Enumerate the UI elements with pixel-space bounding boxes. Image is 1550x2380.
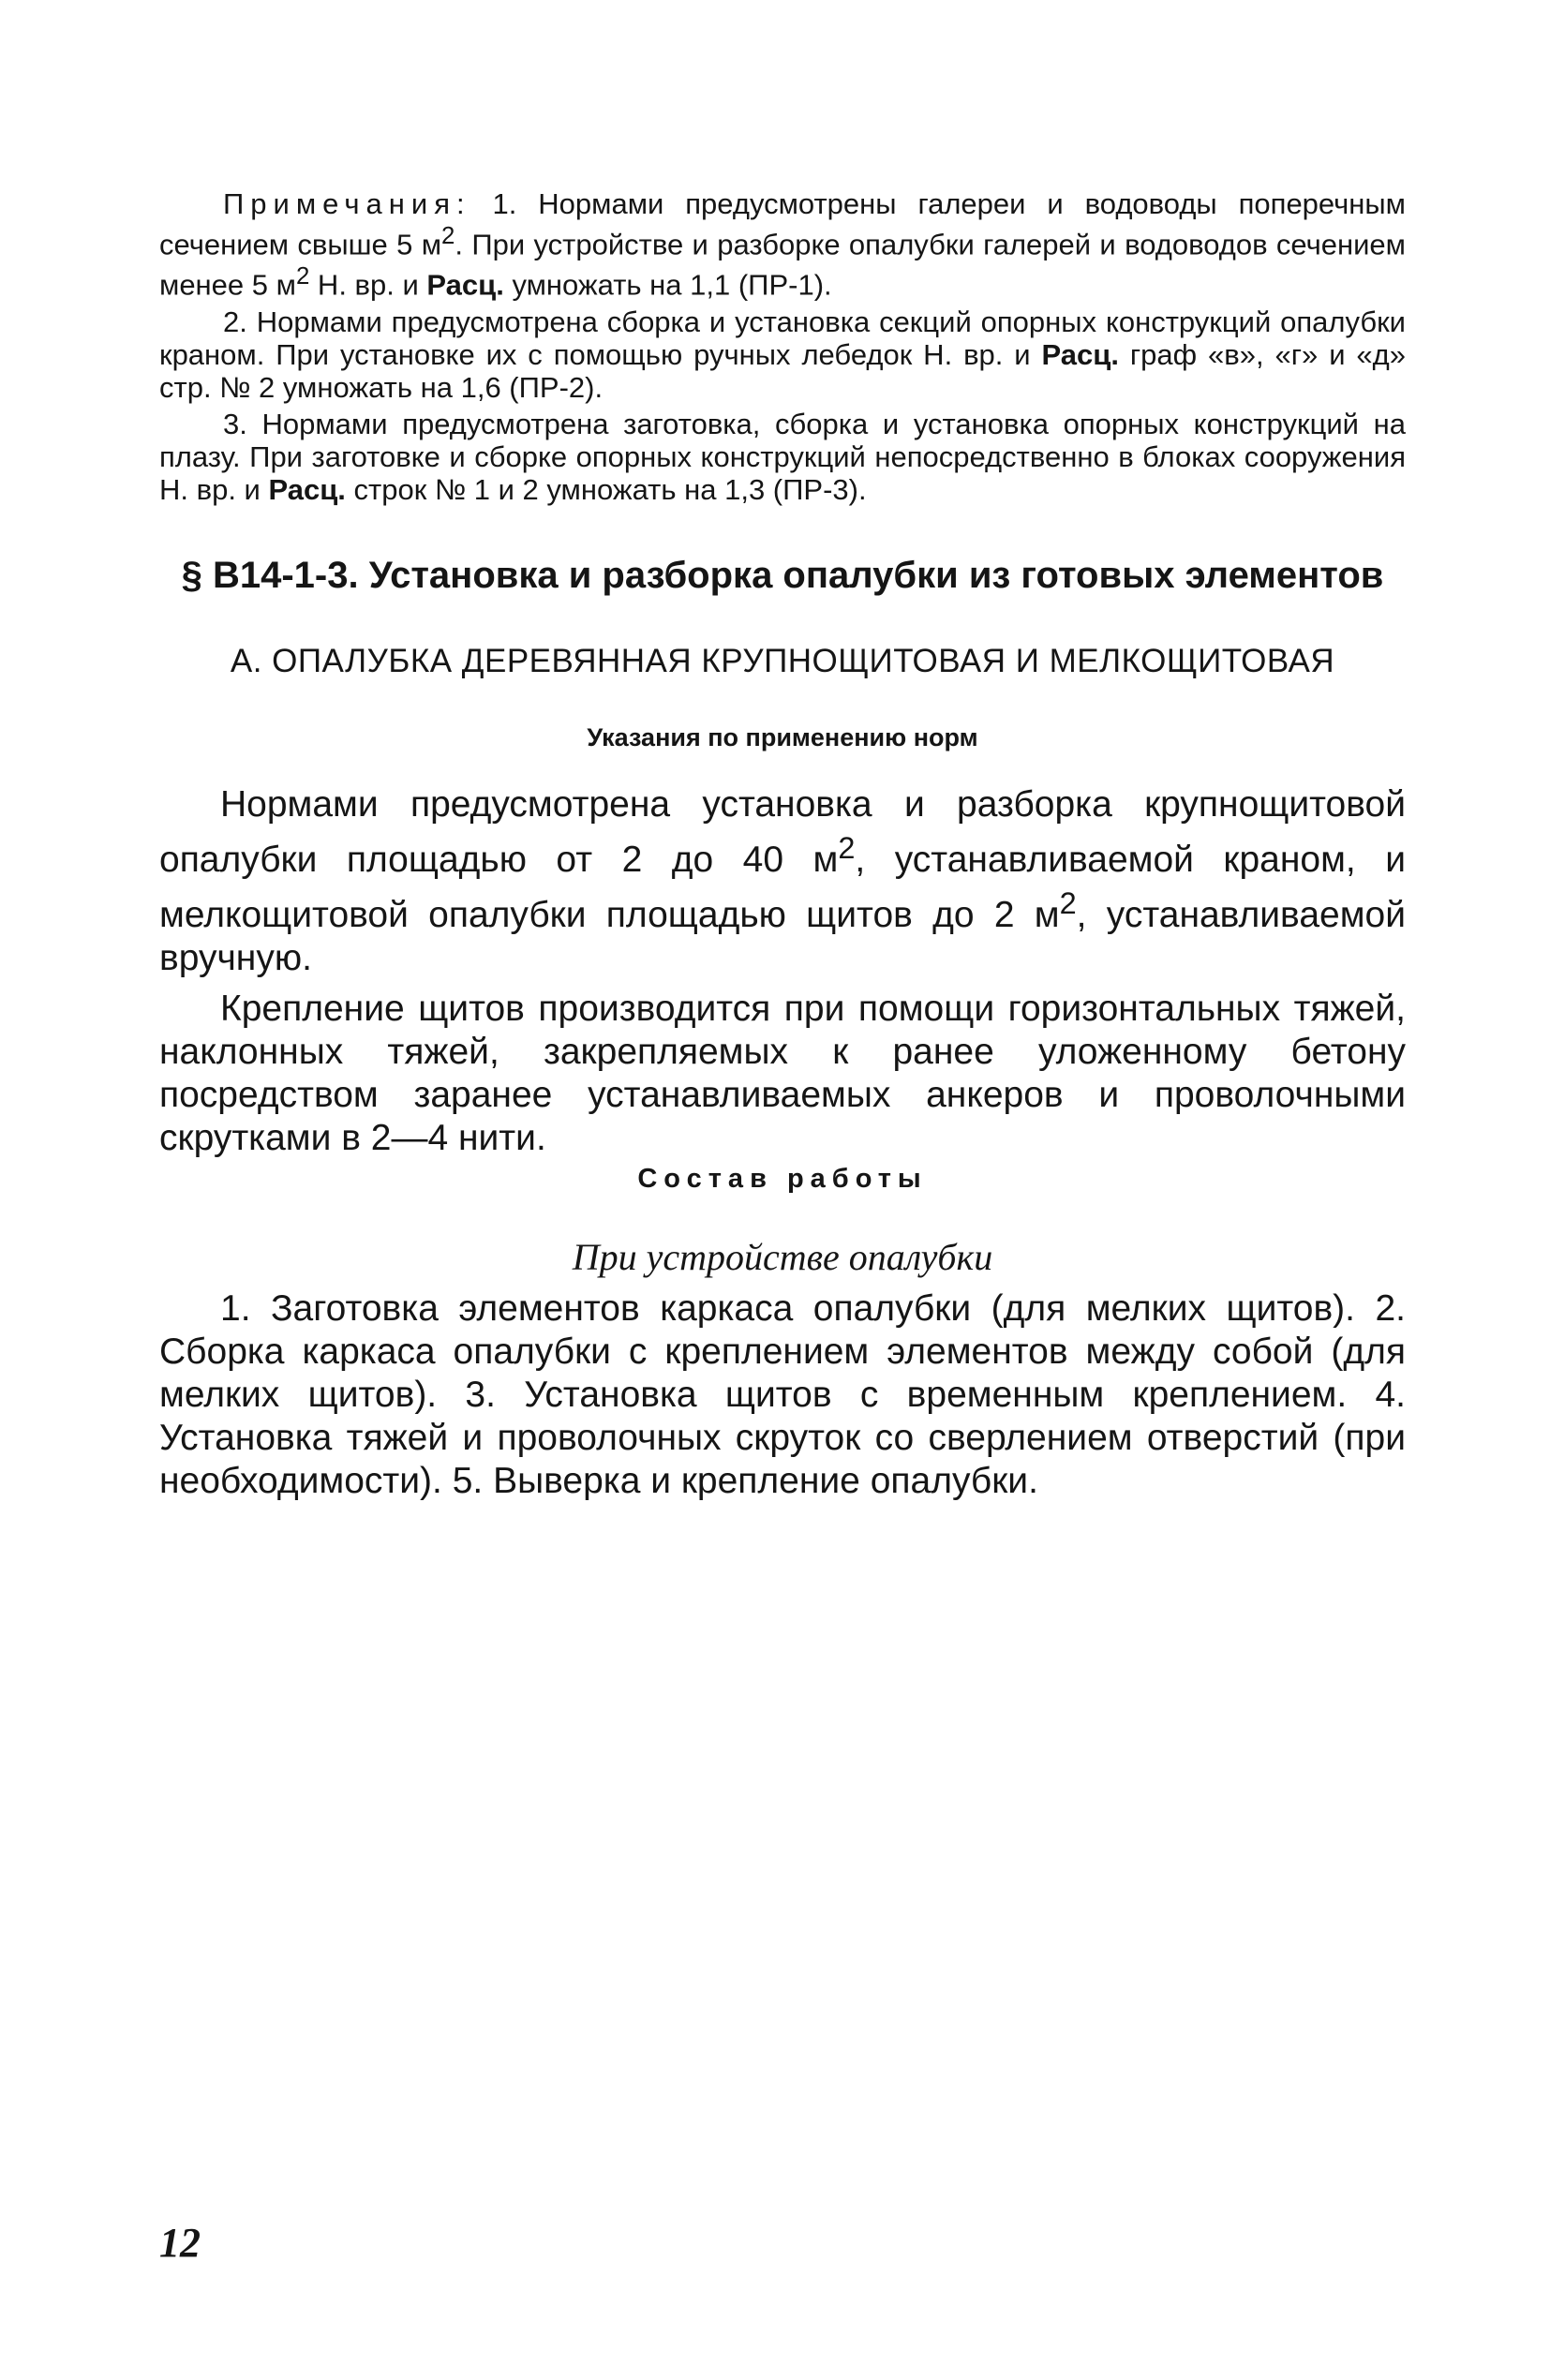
work-heading: Состав работы [637, 1164, 928, 1194]
guidance-body [159, 783, 1406, 1168]
note-2: 2. Нормами предусмотрена сборка и установка секций опорных конструкций опалубки краном. При установке их с помощью ручных лебедок Н. вр. и Расц. граф «в», «г» и «д» стр. № 2 умножать на 1,6 (ПР-2). [159, 305, 1406, 404]
guidance-paragraph-1: Нормами предусмотрена установка и разборка крупнощитовой опалубки площадью от 2 до 40 $м^2$, устанавливаемой краном, и мелкощитовой опалубки площадью щитов до 2 $м^2$, устанавливаемой вручную. [159, 784, 1406, 978]
notes-label: Примечания: [223, 187, 471, 220]
subsection-title: А. ОПАЛУБКА ДЕРЕВЯННАЯ КРУПНОЩИТОВАЯ И МЕЛКОЩИТОВАЯ [230, 643, 1335, 679]
guidance-heading: Указания по применению норм [587, 723, 978, 751]
page-number: 12 [159, 2220, 201, 2266]
note-1: Примечания: 1. Нормами предусмотрены галереи и водоводы поперечным сечением свыше 5 $м^2$. При устройстве и разборке опалубки галерей и водоводов сечением менее 5 $м^2$ Н. вр. и Расц. умножать на 1,1 (ПР-1). [159, 187, 1406, 302]
work-subheading: При устройстве опалубки [572, 1236, 993, 1278]
note-3: 3. Нормами предусмотрена заготовка, сборка и установка опорных конструкций на плазу. При заготовке и сборке опорных конструкций непосредственно в блоках сооружения Н. вр. и Расц. строк № 1 и 2 умножать на 1,3 (ПР-3). [159, 407, 1406, 506]
section-title: § В14-1-3. Установка и разборка опалубки из готовых элементов [181, 555, 1384, 596]
guidance-paragraph-2: Крепление щитов производится при помощи горизонтальных тяжей, наклонных тяжей, закрепляемых к ранее уложенному бетону посредством заранее устанавливаемых анкеров и проволочными скрутками в 2—4 нити. [159, 989, 1406, 1158]
notes-block [159, 187, 1406, 510]
work-steps: 1. Заготовка элементов каркаса опалубки (для мелких щитов). 2. Сборка каркаса опалубки с креплением элементов между собой (для мелких щитов). 3. Установка щитов с временным креплением. 4. Установка тяжей и проволочных скруток со сверлением отверстий (при необходимости). 5. Выверка и крепление опалубки. [159, 1288, 1406, 1501]
